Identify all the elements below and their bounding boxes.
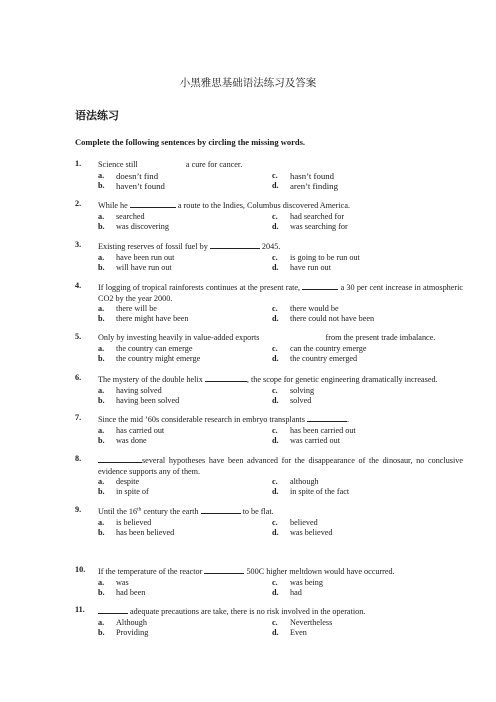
answer-blank[interactable] [210,240,260,249]
superscript: th [137,506,142,513]
question-text: . [346,415,349,424]
question-number: 2. [75,199,82,208]
option-c[interactable]: c. was being [272,577,323,587]
answer-blank[interactable] [205,373,247,382]
option-d[interactable]: d. have run out [272,262,331,272]
question-text: adequate precautions are take, there is no risk involved in the operation. [130,607,366,616]
option-b[interactable]: b. had been [98,587,146,597]
option-c[interactable]: c. believed [272,517,318,527]
option-d[interactable]: d. was carried out [272,435,341,445]
question-text: While he [98,201,128,210]
question-number: 3. [75,240,82,249]
answer-blank[interactable] [140,159,184,167]
answer-options [98,253,463,273]
answer-options [98,518,463,538]
question-2 [75,199,463,232]
answer-blank[interactable] [307,413,347,422]
question-10 [75,565,463,598]
option-a[interactable]: a. have been run out [98,252,175,262]
question-text: Since the mid ’60s considerable research in embryo transplants [98,415,305,424]
question-1 [75,159,463,192]
question-text: Existing reserves of fossil fuel by [98,242,208,251]
option-d[interactable]: d. solved [272,395,312,405]
answer-blank[interactable] [204,565,244,574]
option-a[interactable]: a. there will be [98,304,157,313]
question-9 [75,505,463,538]
answer-options [98,618,463,638]
option-a[interactable]: a. searched [98,211,145,221]
question-number: 6. [75,373,82,382]
option-d[interactable]: d. aren’t finding [272,181,338,191]
option-c[interactable]: c. solving [272,385,315,395]
answer-options [98,426,463,446]
option-a[interactable]: a. having solved [98,385,162,395]
question-text: to be flat. [242,507,274,516]
option-a[interactable]: a. doesn’t find [98,170,159,181]
option-d[interactable]: d. was believed [272,527,333,537]
question-number: 11. [75,605,85,614]
answer-options [98,344,463,364]
option-b[interactable]: b. was done [98,435,147,445]
answer-options [98,477,463,497]
option-a[interactable]: a. is believed [98,517,152,527]
question-text: , the scope for genetic engineering dramatically increased. [246,375,438,384]
question-text: from the present trade imbalance. [325,333,436,342]
question-8 [75,454,463,497]
section-title: 语法练习 [75,109,119,122]
option-b[interactable]: b. there might have been [98,314,189,323]
option-a[interactable]: a. has carried out [98,425,165,435]
option-c[interactable]: c. can the country emerge [272,343,367,353]
option-a[interactable]: a. despite [98,477,140,486]
option-b[interactable]: b. has been believed [98,527,175,537]
question-5 [75,332,463,364]
option-b[interactable]: b. haven’t found [98,181,165,191]
question-text: If logging of tropical rainforests continues at the present rate, [98,283,301,292]
document-title: 小黑雅思基础语法练习及答案 [179,77,317,89]
question-6 [75,373,463,406]
option-d[interactable]: d. had [272,587,302,597]
instructions: Complete the following sentences by circling the missing words. [75,137,306,147]
option-c[interactable]: c. had searched for [272,211,345,221]
option-b[interactable]: b. in spite of [98,487,149,496]
question-number: 4. [75,281,82,290]
question-11 [75,605,463,638]
option-c[interactable]: c. there would be [272,304,339,313]
question-number: 10. [75,565,86,574]
question-text: 2045. [261,242,281,251]
option-c[interactable]: c. Nevertheless [272,617,333,627]
question-4 [75,281,463,324]
option-c[interactable]: c. has been carried out [272,425,356,435]
option-b[interactable]: b. the country might emerge [98,353,201,363]
answer-blank[interactable] [98,454,142,463]
option-b[interactable]: b. having been solved [98,395,180,405]
question-text: The mystery of the double helix [98,375,203,384]
question-text: Until the 16 [98,507,138,516]
option-b[interactable]: b. was discovering [98,221,169,231]
answer-options [98,386,463,406]
option-b[interactable]: b. Providing [98,627,149,637]
question-number: 9. [75,505,82,514]
question-number: 5. [75,332,82,341]
question-text: century the earth [141,507,199,516]
answer-options [98,171,463,192]
answer-blank[interactable] [302,281,338,290]
question-text: a 30 per cent increase in atmospheric CO2 by the year 2000. [98,283,464,303]
answer-options [98,304,463,324]
question-text: several hypotheses have been advanced for the disappearance of the dinosaur, no conclusive evidence supports any of them. [98,456,463,476]
question-text: a route to the Indies, Columbus discovered America. [177,201,350,210]
option-d[interactable]: d. was searching for [272,221,348,231]
question-text: Only by investing heavily in value-added exports [98,333,260,342]
question-number: 7. [75,413,82,422]
option-d[interactable]: d. in spite of the fact [272,487,350,496]
answer-blank[interactable] [201,505,241,514]
answer-blank[interactable] [98,605,128,614]
question-number: 1. [75,159,82,168]
option-a[interactable]: a. the country can emerge [98,343,193,353]
answer-blank[interactable] [130,199,176,208]
option-a[interactable]: a. Although [98,617,147,627]
option-c[interactable]: c. is going to be run out [272,252,360,262]
option-a[interactable]: a. was [98,577,129,587]
question-3 [75,240,463,273]
question-text: If the temperature of the reactor [98,567,203,576]
answer-blank[interactable] [262,332,324,340]
answer-options [98,578,463,598]
option-c[interactable]: c. although [272,477,319,486]
option-c[interactable]: c. hasn’t found [272,170,335,181]
question-number: 8. [75,454,82,463]
answer-options [98,212,463,232]
option-d[interactable]: d. Even [272,627,307,637]
option-d[interactable]: d. the country emerged [272,353,358,363]
question-text: Science still [98,160,138,169]
option-b[interactable]: b. will have run out [98,262,172,272]
option-d[interactable]: d. there could not have been [272,314,375,323]
question-text: 500C higher meltdown would have occurred. [246,567,395,576]
question-text: a cure for cancer. [185,160,243,169]
question-7 [75,413,463,446]
